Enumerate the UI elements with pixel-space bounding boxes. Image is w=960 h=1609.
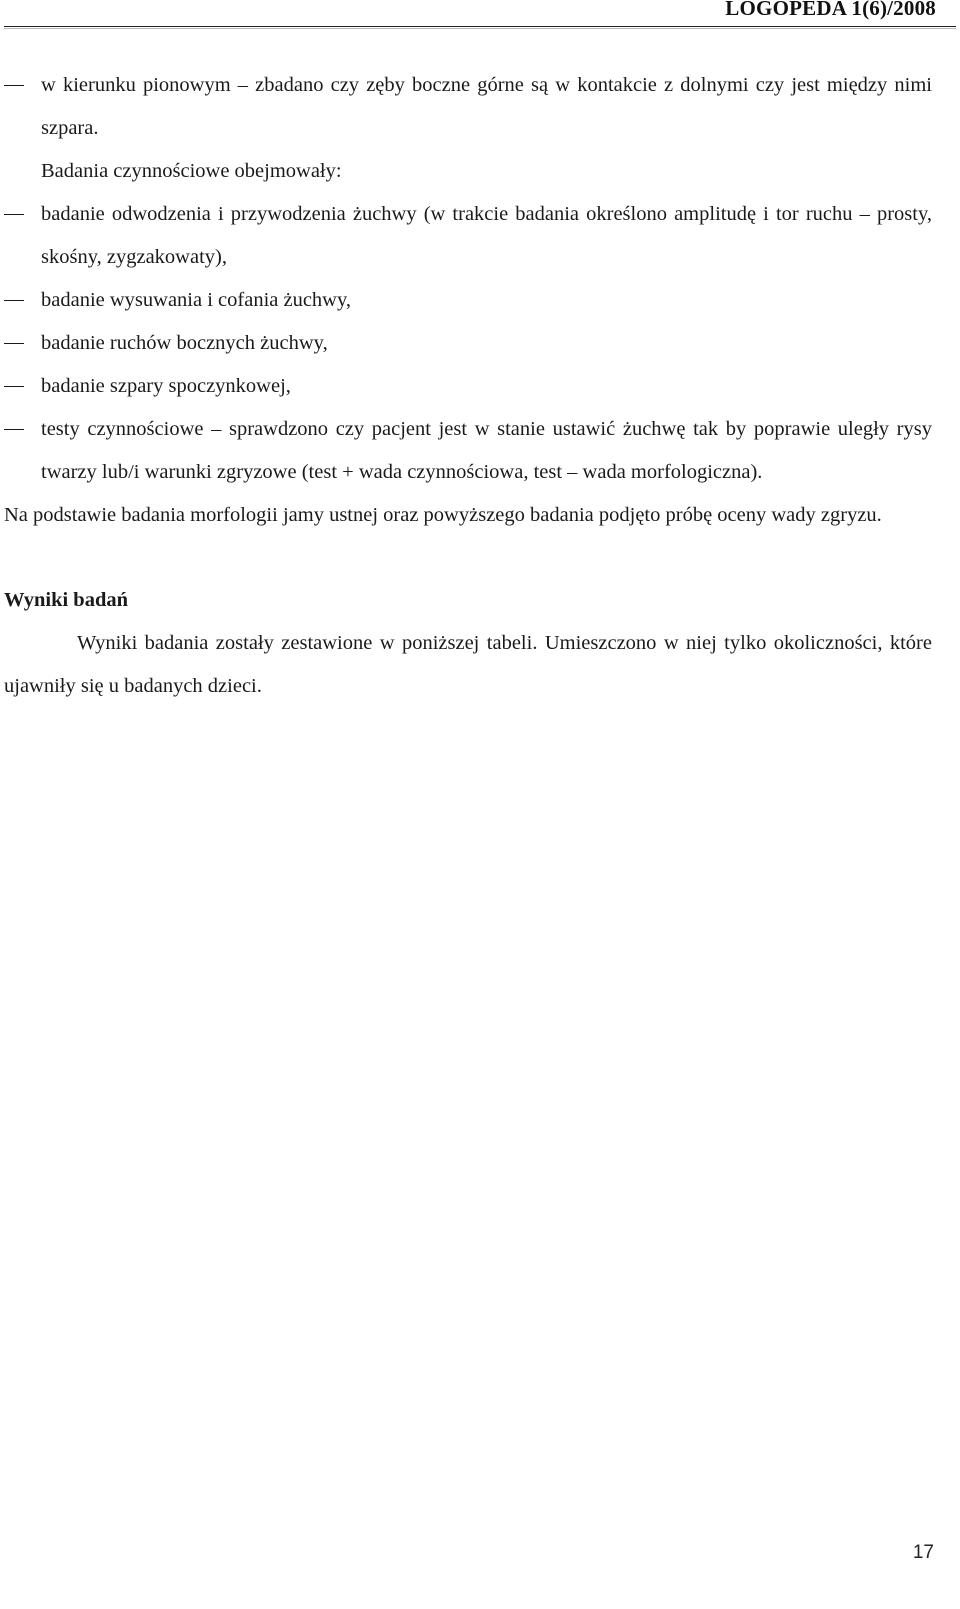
list-item-text: badanie ruchów bocznych żuchwy,	[41, 332, 328, 354]
list-item	[4, 408, 932, 494]
list-item	[4, 322, 932, 365]
list-item-text: testy czynnościowe – sprawdzono czy pacjent jest w stanie ustawić żuchwę tak by poprawie uległy rysy twarzy lub/i warunki zgryzowe (test + wada czynnościowa, test – wada morfologiczna).	[41, 418, 932, 483]
results-paragraph: Wyniki badania zostały zestawione w poniższej tabeli. Umieszczono w niej tylko okoliczności, które ujawniły się u badanych dzieci.	[4, 632, 932, 697]
list-item-text: badanie odwodzenia i przywodzenia żuchwy (w trakcie badania określono amplitudę i tor ruchu – prosty, skośny, zygzakowaty),	[41, 203, 932, 268]
summary-paragraph: Na podstawie badania morfologii jamy ustnej oraz powyższego badania podjęto próbę oceny wady zgryzu.	[4, 504, 882, 526]
results-heading: Wyniki badań	[4, 589, 129, 611]
list-item	[4, 193, 932, 279]
journal-header: LOGOPEDA 1(6)/2008	[725, 0, 936, 20]
list-item	[4, 365, 932, 408]
page-number: 17	[912, 1542, 934, 1563]
list-item-text: badanie szpary spoczynkowej,	[41, 375, 291, 397]
list-item	[4, 279, 932, 322]
list-item-text: badanie wysuwania i cofania żuchwy,	[41, 289, 352, 311]
functional-intro: Badania czynnościowe obejmowały:	[41, 160, 342, 182]
list-item-text: w kierunku pionowym – zbadano czy zęby boczne górne są w kontakcie z dolnymi czy jest między nimi szpara.	[41, 74, 932, 139]
list-item-vertical	[4, 64, 932, 150]
page-content	[4, 64, 932, 708]
header-rule	[4, 26, 956, 29]
